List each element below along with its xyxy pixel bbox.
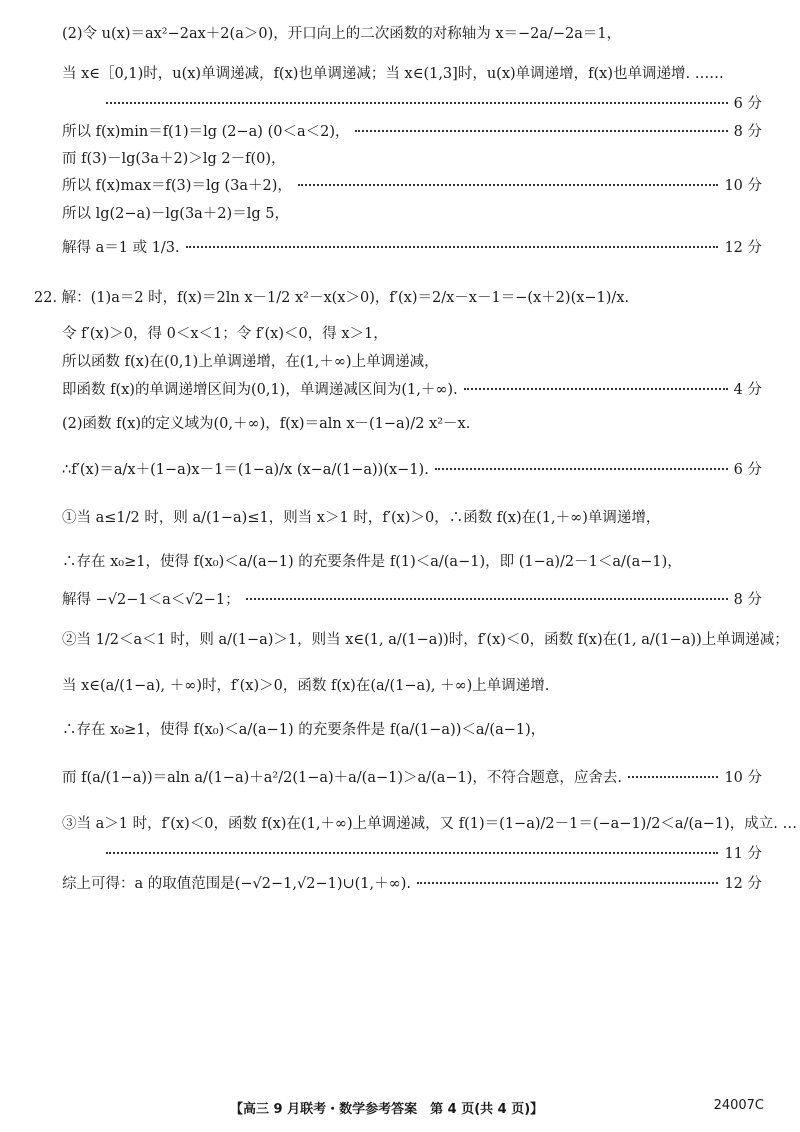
- answer-line: [62, 718, 762, 739]
- answer-line: [62, 588, 762, 609]
- leader-dots: [417, 882, 718, 884]
- score-label: 11 分: [724, 846, 762, 862]
- score-label: 4 分: [733, 382, 762, 398]
- line-text: 所以 f(x)min＝f(1)＝lg (2−a) (0＜a＜2)，: [62, 124, 350, 140]
- answer-line: [62, 378, 762, 399]
- line-text: 22. 解：(1)a＝2 时，f(x)＝2ln x－1/2 x²－x(x＞0)，f′(x)＝2/x－x－1＝−(x＋2)(x−1)/x.: [34, 290, 630, 306]
- line-text: (2)函数 f(x)的定义域为(0,＋∞)，f(x)＝aln x－(1−a)/2 x²－x.: [62, 416, 471, 432]
- answer-line: [62, 872, 762, 893]
- answer-line: [62, 147, 762, 168]
- line-text: 所以 lg(2−a)－lg(3a＋2)＝lg 5，: [62, 206, 289, 222]
- score-label: 6 分: [733, 96, 762, 112]
- leader-dots: [106, 852, 718, 854]
- score-label: 12 分: [724, 240, 762, 256]
- answer-line: [100, 842, 762, 863]
- answer-line: [62, 174, 762, 195]
- line-text: ∴f′(x)＝a/x＋(1−a)x－1＝(1−a)/x (x−a/(1−a))(x−1).: [62, 462, 429, 478]
- answer-line: [62, 202, 762, 223]
- leader-dots: [186, 246, 719, 248]
- score-label: 12 分: [724, 876, 762, 892]
- line-text: 所以 f(x)max＝f(3)＝lg (3a＋2)，: [62, 178, 292, 194]
- answer-line: [34, 286, 762, 307]
- leader-dots: [435, 468, 728, 470]
- answer-line: [62, 458, 762, 479]
- score-label: 8 分: [733, 124, 762, 140]
- line-text: 所以函数 f(x)在(0,1)上单调递增，在(1,＋∞)上单调递减，: [62, 354, 439, 370]
- line-text: 即函数 f(x)的单调递增区间为(0,1)，单调递减区间为(1,＋∞).: [62, 382, 458, 398]
- answer-line: [100, 92, 762, 113]
- leader-dots: [246, 598, 728, 600]
- score-label: 6 分: [733, 462, 762, 478]
- line-text: ∴存在 x₀≥1，使得 f(x₀)＜a/(a−1) 的充要条件是 f(a/(1−a))＜a/(a−1)，: [62, 722, 546, 738]
- answer-line: [62, 506, 762, 527]
- answer-line: [62, 236, 762, 257]
- answer-line: [62, 628, 789, 649]
- answer-line: [62, 62, 762, 83]
- leader-dots: [106, 102, 728, 104]
- answer-line: [62, 22, 762, 43]
- leader-dots: [628, 776, 718, 778]
- answer-line: [62, 120, 762, 141]
- line-text: 综上可得：a 的取值范围是(−√2−1,√2−1)∪(1,＋∞).: [62, 876, 411, 892]
- answer-line: [62, 674, 762, 695]
- line-text: 而 f(a/(1−a))＝aln a/(1−a)＋a²/2(1−a)＋a/(a−1)＞a/(a−1)，不符合题意，应舍去.: [62, 770, 622, 786]
- footer-code: 24007C: [713, 1098, 764, 1113]
- answer-line: [62, 350, 762, 371]
- leader-dots: [298, 184, 719, 186]
- answer-line: [62, 812, 798, 833]
- score-label: 10 分: [724, 770, 762, 786]
- line-text: ∴存在 x₀≥1，使得 f(x₀)＜a/(a−1) 的充要条件是 f(1)＜a/(a−1)，即 (1−a)/2－1＜a/(a−1)，: [62, 554, 682, 570]
- score-label: 10 分: [724, 178, 762, 194]
- leader-dots: [464, 388, 728, 390]
- leader-dots: [355, 130, 727, 132]
- answer-line: [62, 550, 762, 571]
- score-label: 8 分: [733, 592, 762, 608]
- line-text: (2)令 u(x)＝ax²−2ax＋2(a＞0)，开口向上的二次函数的对称轴为 x＝−2a/−2a＝1，: [62, 26, 622, 42]
- line-text: 而 f(3)－lg(3a＋2)＞lg 2－f(0)，: [62, 151, 286, 167]
- answer-line: [62, 766, 762, 787]
- line-text: ②当 1/2＜a＜1 时，则 a/(1−a)＞1，则当 x∈(1, a/(1−a))时，f′(x)＜0，函数 f(x)在(1, a/(1−a))上单调递减；: [62, 632, 789, 648]
- line-text: 解得 −√2−1＜a＜√2−1；: [62, 592, 240, 608]
- line-text: 解得 a＝1 或 1/3.: [62, 240, 180, 256]
- answer-line: [62, 322, 762, 343]
- footer-title: 【高三 9 月联考・数学参考答案 第 4 页(共 4 页)】: [230, 1102, 544, 1117]
- line-text: 令 f′(x)＞0，得 0＜x＜1；令 f′(x)＜0，得 x＞1，: [62, 326, 388, 342]
- line-text: ①当 a≤1/2 时，则 a/(1−a)≤1，则当 x＞1 时，f′(x)＞0，∴函数 f(x)在(1,＋∞)单调递增，: [62, 510, 661, 526]
- answer-line: [62, 412, 762, 433]
- line-text: ③当 a＞1 时，f′(x)＜0，函数 f(x)在(1,＋∞)上单调递减，又 f(1)＝(1−a)/2－1＝(−a−1)/2＜a/(a−1)，成立. …: [62, 816, 798, 832]
- line-text: 当 x∈［0,1)时，u(x)单调递减，f(x)也单调递减；当 x∈(1,3]时，u(x)单调递增，f(x)也单调递增. ……: [62, 66, 724, 82]
- line-text: 当 x∈(a/(1−a), ＋∞)时，f′(x)＞0，函数 f(x)在(a/(1−a), ＋∞)上单调递增.: [62, 678, 550, 694]
